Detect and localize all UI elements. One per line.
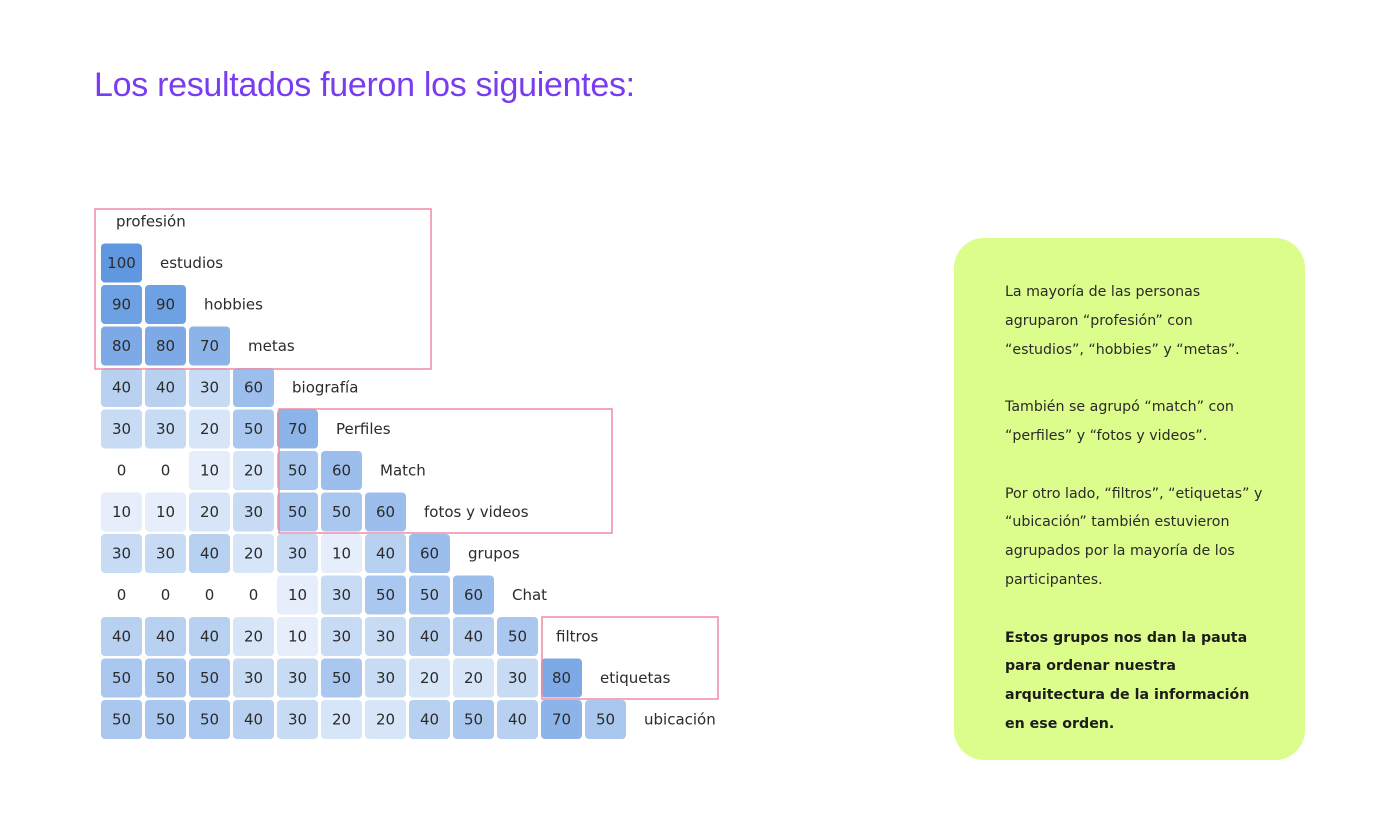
heatmap-cell-value: 70 (551, 710, 572, 729)
heatmap-cell-value: 30 (287, 669, 308, 687)
heatmap-cell-value: 90 (155, 295, 176, 314)
heatmap-cell-value: 60 (331, 461, 352, 480)
heatmap-cell-value: 30 (243, 503, 264, 521)
heatmap-row-label: ubicación (644, 710, 716, 729)
heatmap-row-label: profesión (116, 212, 186, 231)
heatmap-cell-value: 30 (155, 420, 176, 438)
heatmap-cell-value: 40 (199, 544, 220, 563)
heatmap-cell-value: 20 (243, 627, 264, 646)
heatmap-cell-value: 40 (507, 710, 528, 729)
similarity-matrix-chart (0, 0, 760, 760)
heatmap-cell-value: 40 (111, 378, 132, 397)
heatmap-row-label: etiquetas (600, 669, 671, 687)
heatmap-cell-value: 40 (419, 627, 440, 646)
heatmap-cell-value: 60 (243, 378, 264, 397)
heatmap-cell-value: 60 (463, 586, 484, 604)
heatmap-cell-value: 30 (111, 544, 132, 563)
heatmap-cell-value: 10 (331, 544, 352, 563)
heatmap-row-label: estudios (160, 254, 224, 272)
heatmap-cell-value: 40 (419, 710, 440, 729)
heatmap-cell-value: 40 (111, 627, 132, 646)
heatmap-cell-value: 20 (199, 503, 220, 521)
heatmap-cell-value: 30 (375, 627, 396, 646)
heatmap-cell-value: 50 (111, 710, 132, 729)
heatmap-cell-value: 50 (199, 710, 220, 729)
heatmap-cell-value: 0 (116, 586, 127, 604)
insight-paragraph-1: La mayoría de las personas agruparon “profesión” con “estudios”, “hobbies” y “metas”. (1005, 284, 1240, 358)
heatmap-cell-value: 50 (199, 669, 220, 687)
heatmap-row-label: biografía (292, 378, 359, 397)
heatmap-cell-value: 20 (419, 669, 440, 687)
heatmap-cell-value: 50 (287, 461, 308, 480)
heatmap-cell-value: 20 (199, 420, 220, 438)
heatmap-cell-value: 100 (107, 254, 136, 272)
heatmap-row-label: filtros (556, 627, 599, 646)
heatmap-cell-value: 10 (111, 503, 132, 521)
heatmap-cell-value: 20 (463, 669, 484, 687)
heatmap-cell-value: 20 (375, 710, 396, 729)
heatmap-row-label: metas (248, 337, 295, 355)
heatmap-cell-value: 50 (243, 420, 264, 438)
heatmap-cell-value: 30 (155, 544, 176, 563)
heatmap-cell-value: 40 (199, 627, 220, 646)
heatmap-cell-value: 50 (419, 586, 440, 604)
insight-paragraph-2: También se agrupó “match” con “perfiles” y “fotos y videos”. (1005, 399, 1234, 444)
heatmap-cell-value: 70 (199, 337, 220, 355)
heatmap-cell-value: 30 (507, 669, 528, 687)
heatmap-cell-value: 30 (287, 710, 308, 729)
heatmap-cell-value: 40 (155, 627, 176, 646)
heatmap-cell-value: 50 (155, 669, 176, 687)
heatmap-cell-value: 30 (243, 669, 264, 687)
heatmap-cell-value: 80 (155, 337, 176, 355)
heatmap-cell-value: 10 (155, 503, 176, 521)
heatmap-cell-value: 20 (243, 544, 264, 563)
insight-conclusion: Estos grupos nos dan la pauta para ordenar nuestra arquitectura de la información en ese orden. (1005, 629, 1250, 732)
heatmap-cell-value: 30 (331, 586, 352, 604)
heatmap-row-label: grupos (468, 544, 520, 563)
heatmap-cell-value: 50 (331, 669, 352, 687)
heatmap-cell-value: 50 (331, 503, 352, 521)
heatmap-cell-value: 40 (375, 544, 396, 563)
heatmap-cell-value: 0 (248, 586, 259, 604)
heatmap-cell-value: 30 (111, 420, 132, 438)
heatmap-cell-value: 90 (111, 295, 132, 314)
heatmap-cell-value: 0 (160, 461, 171, 480)
heatmap-cell-value: 20 (243, 461, 264, 480)
heatmap-row-label: Perfiles (336, 420, 391, 438)
page-title: Los resultados fueron los siguientes: (94, 66, 635, 104)
heatmap-cell-value: 30 (331, 627, 352, 646)
heatmap-cell-value: 50 (463, 710, 484, 729)
heatmap-cell-value: 10 (287, 586, 308, 604)
heatmap-row-label: Chat (512, 586, 548, 604)
heatmap-row-label: fotos y videos (424, 503, 529, 521)
heatmap-cell-value: 10 (199, 461, 220, 480)
heatmap-cell-value: 30 (199, 378, 220, 397)
heatmap-cell-value: 10 (287, 627, 308, 646)
heatmap-cell-value: 80 (551, 669, 572, 687)
insight-paragraph-3: Por otro lado, “filtros”, “etiquetas” y “ubicación” también estuvieron agrupados por la mayoría de los participantes. (1005, 485, 1263, 588)
heatmap-cell-value: 50 (595, 710, 616, 729)
heatmap-cell-value: 50 (111, 669, 132, 687)
heatmap-cell-value: 60 (375, 503, 396, 521)
heatmap-cell-value: 40 (463, 627, 484, 646)
heatmap-cell-value: 0 (116, 461, 127, 480)
heatmap-cell-value: 70 (287, 420, 308, 438)
heatmap-cell-value: 50 (375, 586, 396, 604)
heatmap-cell-value: 0 (204, 586, 215, 604)
heatmap-cell-value: 50 (507, 627, 528, 646)
heatmap-cell-value: 50 (287, 503, 308, 521)
heatmap-cell-value: 20 (331, 710, 352, 729)
heatmap-cell-value: 30 (287, 544, 308, 563)
heatmap-cell-value: 40 (243, 710, 264, 729)
heatmap-cell-value: 50 (155, 710, 176, 729)
heatmap-cell-value: 40 (155, 378, 176, 397)
heatmap-cell-value: 60 (419, 544, 440, 563)
heatmap-cell-value: 80 (111, 337, 132, 355)
insights-card (954, 238, 1305, 760)
heatmap-row-label: Match (380, 461, 426, 480)
heatmap-cell-value: 30 (375, 669, 396, 687)
heatmap-cell-value: 0 (160, 586, 171, 604)
heatmap-row-label: hobbies (204, 295, 263, 314)
